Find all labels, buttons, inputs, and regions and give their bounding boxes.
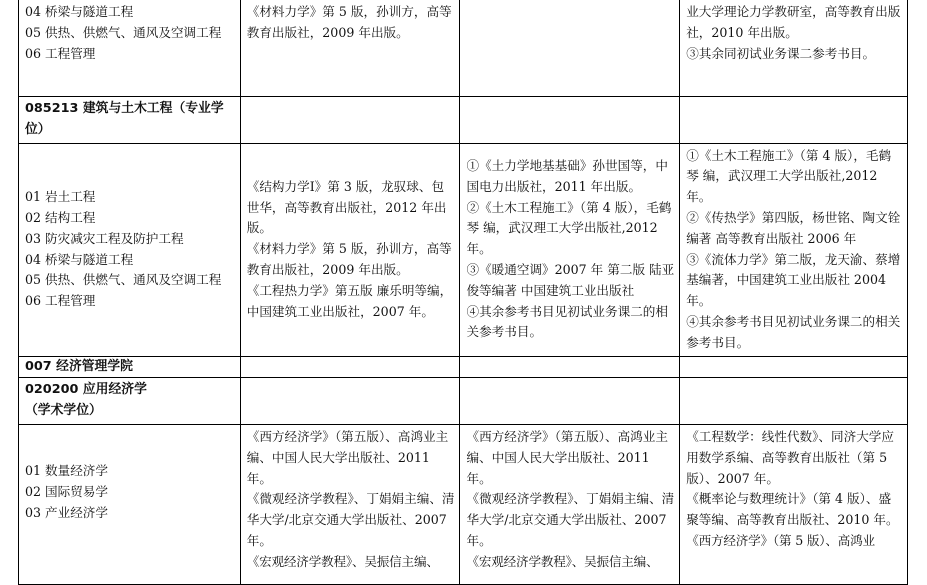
direction-item: 02 结构工程 (25, 209, 96, 225)
book-entry: ①《土力学地基基础》孙世国等，中国电力出版社，2011 年出版。 (466, 157, 668, 194)
table-row (19, 378, 908, 425)
book-entry: 《微观经济学教程》、丁娟娟主编、清华大学/北京交通大学出版社、2007 年。 (246, 491, 455, 548)
book-entry: ③《暖通空调》2007 年 第二版 陆亚俊等编著 中国建筑工业出版社 (466, 261, 675, 298)
directions-cell (19, 143, 241, 356)
empty-cell (460, 97, 680, 144)
direction-item: 02 国际贸易学 (25, 483, 108, 499)
empty-cell (680, 356, 908, 378)
direction-item: 01 岩土工程 (25, 189, 96, 205)
book-entry: ④其余参考书目见初试业务课二的相关参考书目。 (466, 303, 668, 340)
book-entry: ②《土木工程施工》（第 4 版），毛鹤琴 编，武汉理工大学出版社,2012 年。 (466, 199, 672, 257)
book-cell (240, 424, 460, 584)
direction-item: 03 产业经济学 (25, 504, 108, 520)
book-entry: 业大学理论力学教研室，高等教育出版社，2010 年出版。 (686, 4, 901, 40)
empty-cell (240, 378, 460, 425)
book-entry: 《材料力学》第 5 版，孙训方，高等教育出版社，2009 年出版。 (246, 4, 452, 40)
book-entry: 《工程热力学》第五版 廉乐明等编，中国建筑工业出版社，2007 年。 (246, 282, 453, 319)
empty-cell (680, 97, 908, 144)
program-title (19, 378, 241, 425)
empty-cell (460, 356, 680, 378)
book-cell (460, 0, 680, 97)
book-entry: 《西方经济学》（第 5 版）、高鸿业 (686, 532, 875, 548)
program-title: 085213 建筑与土木工程（专业学位） (19, 97, 241, 144)
book-entry: ③其余同初试业务课二参考书目。 (686, 45, 876, 61)
directions-cell (19, 0, 241, 97)
direction-item: 01 数量经济学 (25, 462, 108, 478)
directions-cell (19, 424, 241, 584)
empty-cell (460, 378, 680, 425)
book-cell (680, 0, 908, 97)
book-entry: ①《土木工程施工》（第 4 版），毛鹤琴 编，武汉理工大学出版社,2012 年。 (686, 147, 892, 205)
book-entry: 《西方经济学》（第五版）、高鸿业主编、中国人民大学出版社、2011 年。 (246, 428, 449, 486)
direction-item: 05 供热、供燃气、通风及空调工程 (25, 24, 222, 40)
direction-item: 05 供热、供燃气、通风及空调工程 (25, 272, 222, 288)
book-entry: ③《流体力学》第二版，龙天渝、蔡增基编著，中国建筑工业出版社 2004 年。 (686, 251, 901, 309)
book-cell (680, 143, 908, 356)
book-entry: ④其余参考书目见初试业务课二的相关参考书目。 (686, 313, 901, 350)
book-entry: 《结构力学Ⅰ》第 3 版，龙驭球、包世华，高等教育出版社，2012 年出版。 (246, 178, 447, 236)
book-entry: 《西方经济学》（第五版）、高鸿业主编、中国人民大学出版社、2011 年。 (466, 428, 668, 486)
book-entry: 《概率论与数理统计》（第 4 版）、盛聚等编、高等教育出版社、2010 年。 (686, 491, 899, 528)
school-title: 007 经济管理学院 (19, 356, 241, 378)
book-cell (460, 143, 680, 356)
book-cell (240, 0, 460, 97)
book-cell (460, 424, 680, 584)
empty-cell (240, 97, 460, 144)
reference-books-table (18, 0, 908, 585)
empty-cell (680, 378, 908, 425)
program-title-line: （学术学位） (25, 403, 102, 419)
direction-item: 04 桥梁与隧道工程 (25, 4, 134, 19)
direction-item: 06 工程管理 (25, 293, 96, 309)
direction-item: 03 防灾减灾工程及防护工程 (25, 230, 184, 246)
table-row (19, 356, 908, 378)
book-cell (680, 424, 908, 584)
empty-cell (240, 356, 460, 378)
book-cell (240, 143, 460, 356)
table-row (19, 424, 908, 584)
table-row (19, 0, 908, 97)
program-title-line: 020200 应用经济学 (25, 382, 147, 398)
book-entry: 《材料力学》第 5 版，孙训方，高等教育出版社，2009 年出版。 (246, 241, 452, 277)
direction-item: 04 桥梁与隧道工程 (25, 251, 134, 267)
book-entry: 《宏观经济学教程》、吴振信主编、 (466, 553, 659, 569)
book-entry: ②《传热学》第四版，杨世铭、陶文铨 编著 高等教育出版社 2006 年 (686, 209, 901, 246)
table-row (19, 97, 908, 144)
book-entry: 《工程数学：线性代数》、同济大学应用数学系编、高等教育出版社（第 5 版）、2007 年。 (686, 428, 894, 486)
direction-item: 06 工程管理 (25, 45, 96, 61)
table-row (19, 143, 908, 356)
book-entry: 《宏观经济学教程》、吴振信主编、 (246, 553, 439, 569)
book-entry: 《微观经济学教程》、丁娟娟主编、清华大学/北京交通大学出版社、2007 年。 (466, 491, 675, 548)
